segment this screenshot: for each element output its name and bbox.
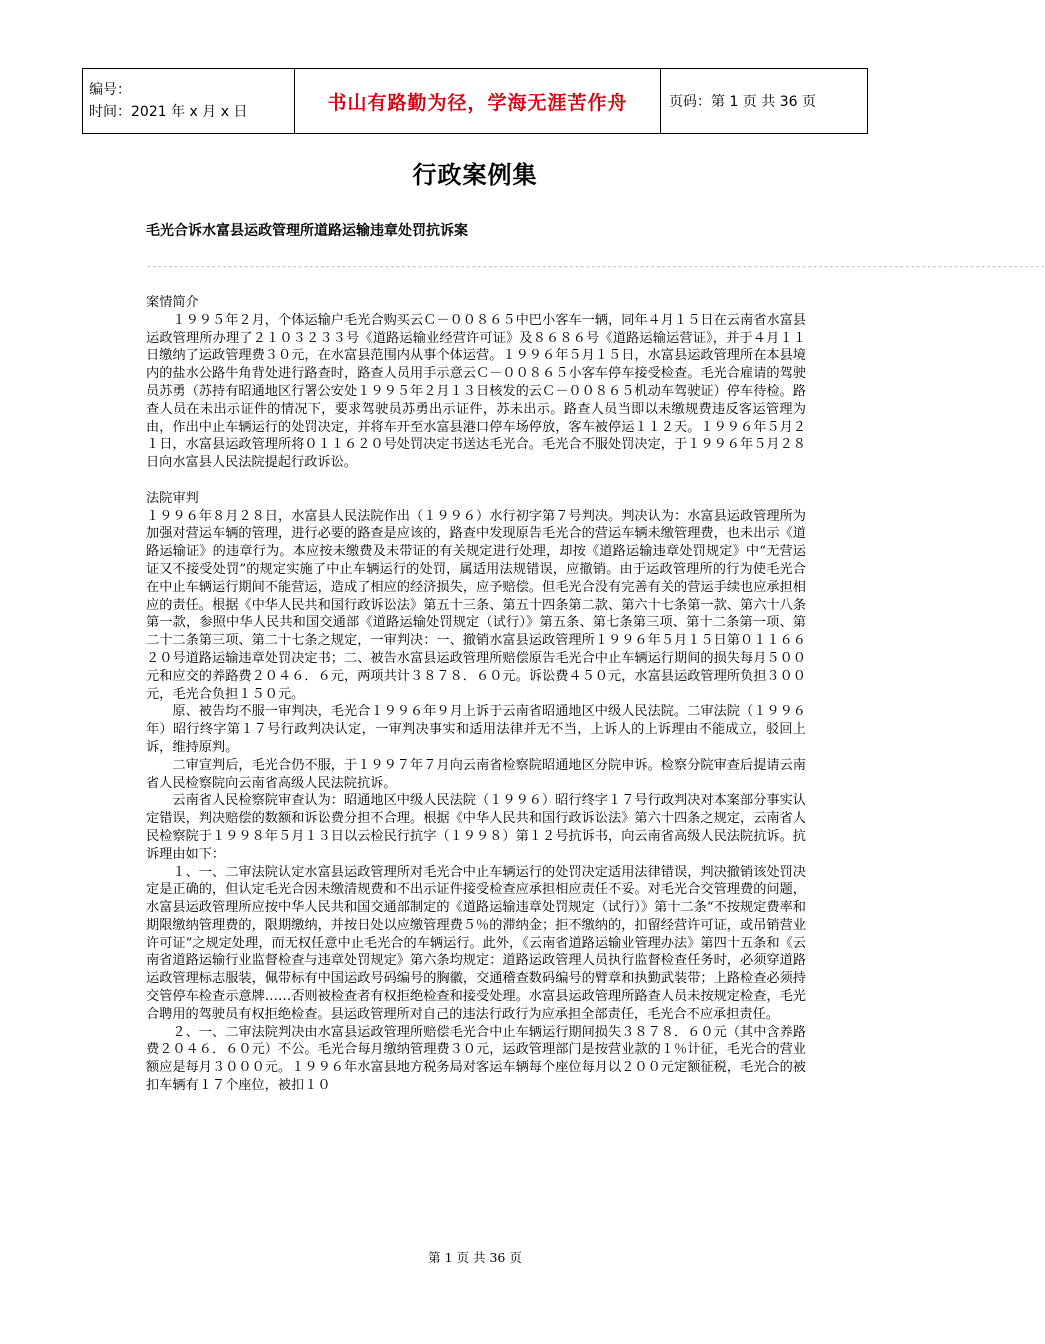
header-motto: 书山有路勤为径，学海无涯苦作舟 <box>295 69 661 134</box>
page-header <box>82 68 868 134</box>
paragraph: １９９５年２月，个体运输户毛光合购买云Ｃ－００８６５中巴小客车一辆，同年４月１５日在云南省水富县运政管理所办理了２１０３２３３号《道路运输业经营许可证》及８６８６号《道路运输运营证》，并于４月１１日缴纳了运政管理费３０元，在水富县范围内从事个体运营。１９９６年５月１５日，水富县运政管理所在本县境内的盐水公路牛角背处进行路查时，路查人员用手示意云Ｃ－００８６５小客车停车接受检查。毛光合雇请的驾驶员苏勇（苏持有昭通地区行署公安处１９９５年２月１３日核发的云Ｃ－００８６５机动车驾驶证）停车待检。路查人员在未出示证件的情况下，要求驾驶员苏勇出示证件，苏未出示。路查人员当即以未缴规费违反客运管理为由，作出中止车辆运行的处罚决定，并将车开至水富县港口停车场停放，客车被停运１１２天。１９９６年５月２１日，水富县运政管理所将０１１６２０号处罚决定书送达毛光合。毛光合不服处罚决定，于１９９６年５月２８日向水富县人民法院提起行政诉讼。 <box>146 312 806 471</box>
paragraph-gap <box>146 472 806 490</box>
paragraph: 原、被告均不服一审判决，毛光合１９９６年９月上诉于云南省昭通地区中级人民法院。二审法院（１９９６年）昭行终字第１７号行政判决认定，一审判决事实和适用法律并无不当，上诉人的上诉理由不能成立，驳回上诉，维持原判。 <box>146 704 806 755</box>
section-heading-case-summary: 案情简介 <box>146 295 199 310</box>
paragraph: １９９６年８月２８日，水富县人民法院作出（１９９６）水行初字第７号判决。判决认为：水富县运政管理所为加强对营运车辆的管理，进行必要的路查是应该的，路查中发现原告毛光合的营运车辆未缴管理费，也未出示《道路运输证》的违章行为。本应按未缴费及未带证的有关规定进行处理，却按《道路运输违章处罚规定》中“无营运证又不接受处罚”的规定实施了中止车辆运行的处罚，属适用法规错误，应撤销。由于运政管理所的行为使毛光合在中止车辆运行期间不能营运，造成了相应的经济损失，应予赔偿。但毛光合没有完善有关的营运手续也应承担相应的责任。根据《中华人民共和国行政诉讼法》第五十三条、第五十四条第二款、第六十七条第一款、第六十八条第一款，参照中华人民共和国交通部《道路运输处罚规定（试行）》第五条、第七条第三项、第十二条第一项、第二十二条第三项、第二十七条之规定，一审判决：一、撤销水富县运政管理所１９９６年５月１５日第０１１６６２０号道路运输违章处罚决定书；二、被告水富县运政管理所赔偿原告毛光合中止车辆运行期间的损失每月５００元和应交的养路费２０４６．６元，两项共计３８７８．６０元。诉讼费４５０元，水富县运政管理所负担３００元，毛光合负担１５０元。 <box>146 508 806 702</box>
document-date-label: 时间：2021 年 x 月 x 日 <box>89 104 248 120</box>
header-page-label: 页码：第 1 页 共 36 页 <box>661 69 868 134</box>
page-title: 行政案例集 <box>412 161 538 189</box>
paragraph: １、一、二审法院认定水富县运政管理所对毛光合中止车辆运行的处罚决定适用法律错误，判决撤销该处罚决定是正确的，但认定毛光合因未缴清规费和不出示证件接受检查应承担相应责任不妥。对毛光合交管理费的问题，水富县运政管理所应按中华人民共和国交通部制定的《道路运输违章处罚规定（试行）》第十二条“不按规定费率和期限缴纳管理费的，限期缴纳，并按日处以应缴管理费５％的滞纳金；拒不缴纳的，扣留经营许可证，或吊销营业许可证”之规定处理，而无权任意中止毛光合的车辆运行。此外，《云南省道路运输业管理办法》第四十五条和《云南省道路运输行业监督检查与违章处罚规定》第六条均规定：道路运政管理人员执行监督检查任务时，必须穿道路运政管理标志服装，佩带标有中国运政号码编号的胸徽，交通稽查数码编号的臂章和执勤武装带；上路检查必须持交管停车检查示意牌……否则被检查者有权拒绝检查和接受处理。水富县运政管理所路查人员未按规定检查，毛光合聘用的驾驶员有权拒绝检查。县运政管理所对自己的违法行政行为应承担全部责任，毛光合不应承担责任。 <box>146 864 806 1022</box>
section-heading-court-trial: 法院审判 <box>146 490 199 506</box>
case-title: 毛光合诉水富县运政管理所道路运输违章处罚抗诉案 <box>146 223 468 239</box>
header-left-cell <box>83 69 295 134</box>
page-footer: 第 1 页 共 36 页 <box>428 1250 522 1265</box>
paragraph: ２、一、二审法院判决由水富县运政管理所赔偿毛光合中止车辆运行期间损失３８７８．６０元（其中含养路费２０４６．６０元）不公。毛光合每月缴纳管理费３０元，运政管理部门是按营业款的１％计征，毛光合的营业额应是每月３０００元。１９９６年水富县地方税务局对客运车辆每个座位每月以２００元定额征税，毛光合的被扣车辆有１７个座位，被扣１０ <box>146 1024 806 1094</box>
paragraph: 二审宣判后，毛光合仍不服，于１９９７年７月向云南省检察院昭通地区分院申诉。检察分院审查后提请云南省人民检察院向云南省高级人民法院抗诉。 <box>146 757 806 791</box>
document-number-label: 编号： <box>89 82 131 98</box>
separator-line: ---------------------------------------------------------------------------------------------------------------------------------------------------------------------- <box>146 262 1045 272</box>
paragraph: 云南省人民检察院审查认为：昭通地区中级人民法院（１９９６）昭行终字１７号行政判决对本案部分事实认定错误，判决赔偿的数额和诉讼费分担不合理。根据《中华人民共和国行政诉讼法》第六十四条之规定，云南省人民检察院于１９９８年５月１３日以云检民行抗字（１９９８）第１２号抗诉书，向云南省高级人民法院抗诉。抗诉理由如下： <box>146 793 806 862</box>
document-body <box>146 294 806 1095</box>
